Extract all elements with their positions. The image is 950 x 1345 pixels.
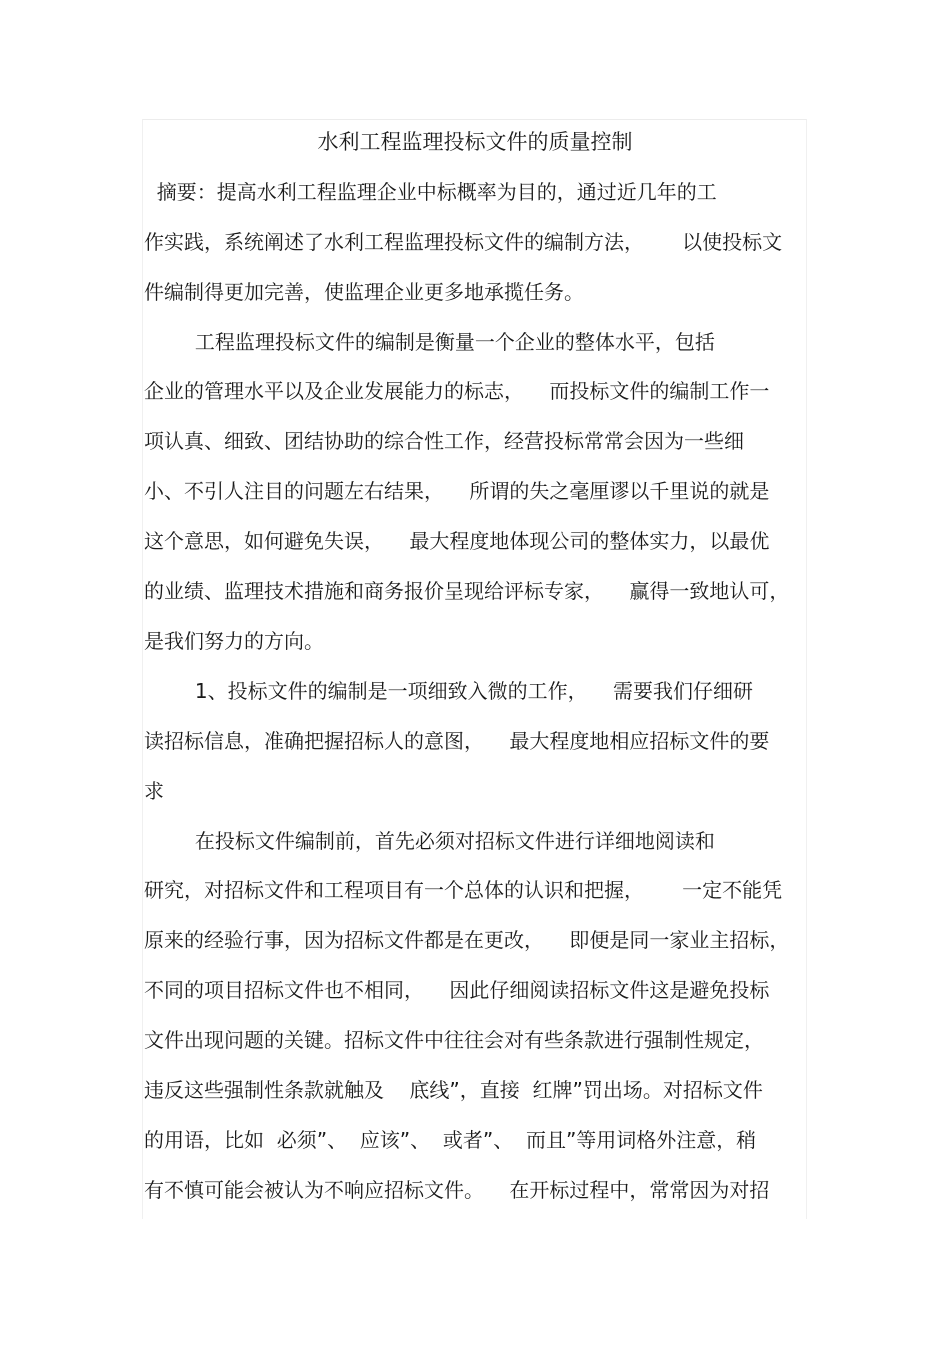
paragraph-line: 1、投标文件的编制是一项细致入微的工作， 需要我们仔细研 xyxy=(144,679,754,703)
paragraph-line: 文件出现问题的关键。招标文件中往往会对有些条款进行强制性规定， xyxy=(144,1028,764,1052)
paragraph-line: 企业的管理水平以及企业发展能力的标志， 而投标文件的编制工作一 xyxy=(144,379,770,403)
paragraph-line: 不同的项目招标文件也不相同， 因此仔细阅读招标文件这是避免投标 xyxy=(144,978,770,1002)
paragraph-line: 的业绩、监理技术措施和商务报价呈现给评标专家， 赢得一致地认可， xyxy=(144,579,790,603)
paragraph-line: 作实践，系统阐述了水利工程监理投标文件的编制方法， 以使投标文 xyxy=(144,230,783,254)
paragraph-line: 工程监理投标文件的编制是衡量一个企业的整体水平，包括 xyxy=(144,330,715,354)
paragraph-line: 这个意思，如何避免失误， 最大程度地体现公司的整体实力，以最优 xyxy=(144,529,770,553)
paragraph-line: 求 xyxy=(144,779,164,803)
paragraph-line: 原来的经验行事，因为招标文件都是在更改， 即便是同一家业主招标， xyxy=(144,928,790,952)
paragraph-line: 件编制得更加完善，使监理企业更多地承揽任务。 xyxy=(144,280,584,304)
paragraph-line: 是我们努力的方向。 xyxy=(144,629,324,653)
paragraph-line: 研究，对招标文件和工程项目有一个总体的认识和把握， 一定不能凭 xyxy=(144,878,783,902)
document-title: 水利工程监理投标文件的质量控制 xyxy=(317,130,633,154)
paragraph-line: 项认真、细致、团结协助的综合性工作，经营投标常常会因为一些细 xyxy=(144,429,744,453)
paragraph-line: 读招标信息，准确把握招标人的意图， 最大程度地相应招标文件的要 xyxy=(144,729,770,753)
paragraph-line: 有不慎可能会被认为不响应招标文件。 在开标过程中，常常因为对招 xyxy=(144,1178,770,1202)
paragraph-line: 的用语，比如 必须”、 应该”、 或者”、 而且”等用词格外注意，稍 xyxy=(144,1128,757,1152)
paragraph-line: 在投标文件编制前，首先必须对招标文件进行详细地阅读和 xyxy=(144,829,715,853)
paragraph-line: 小、不引人注目的问题左右结果， 所谓的失之毫厘谬以千里说的就是 xyxy=(144,479,770,503)
paragraph-line: 摘要：提高水利工程监理企业中标概率为目的，通过近几年的工 xyxy=(144,180,717,204)
paragraph-line: 违反这些强制性条款就触及 底线”，直接 红牌”罚出场。对招标文件 xyxy=(144,1078,763,1102)
